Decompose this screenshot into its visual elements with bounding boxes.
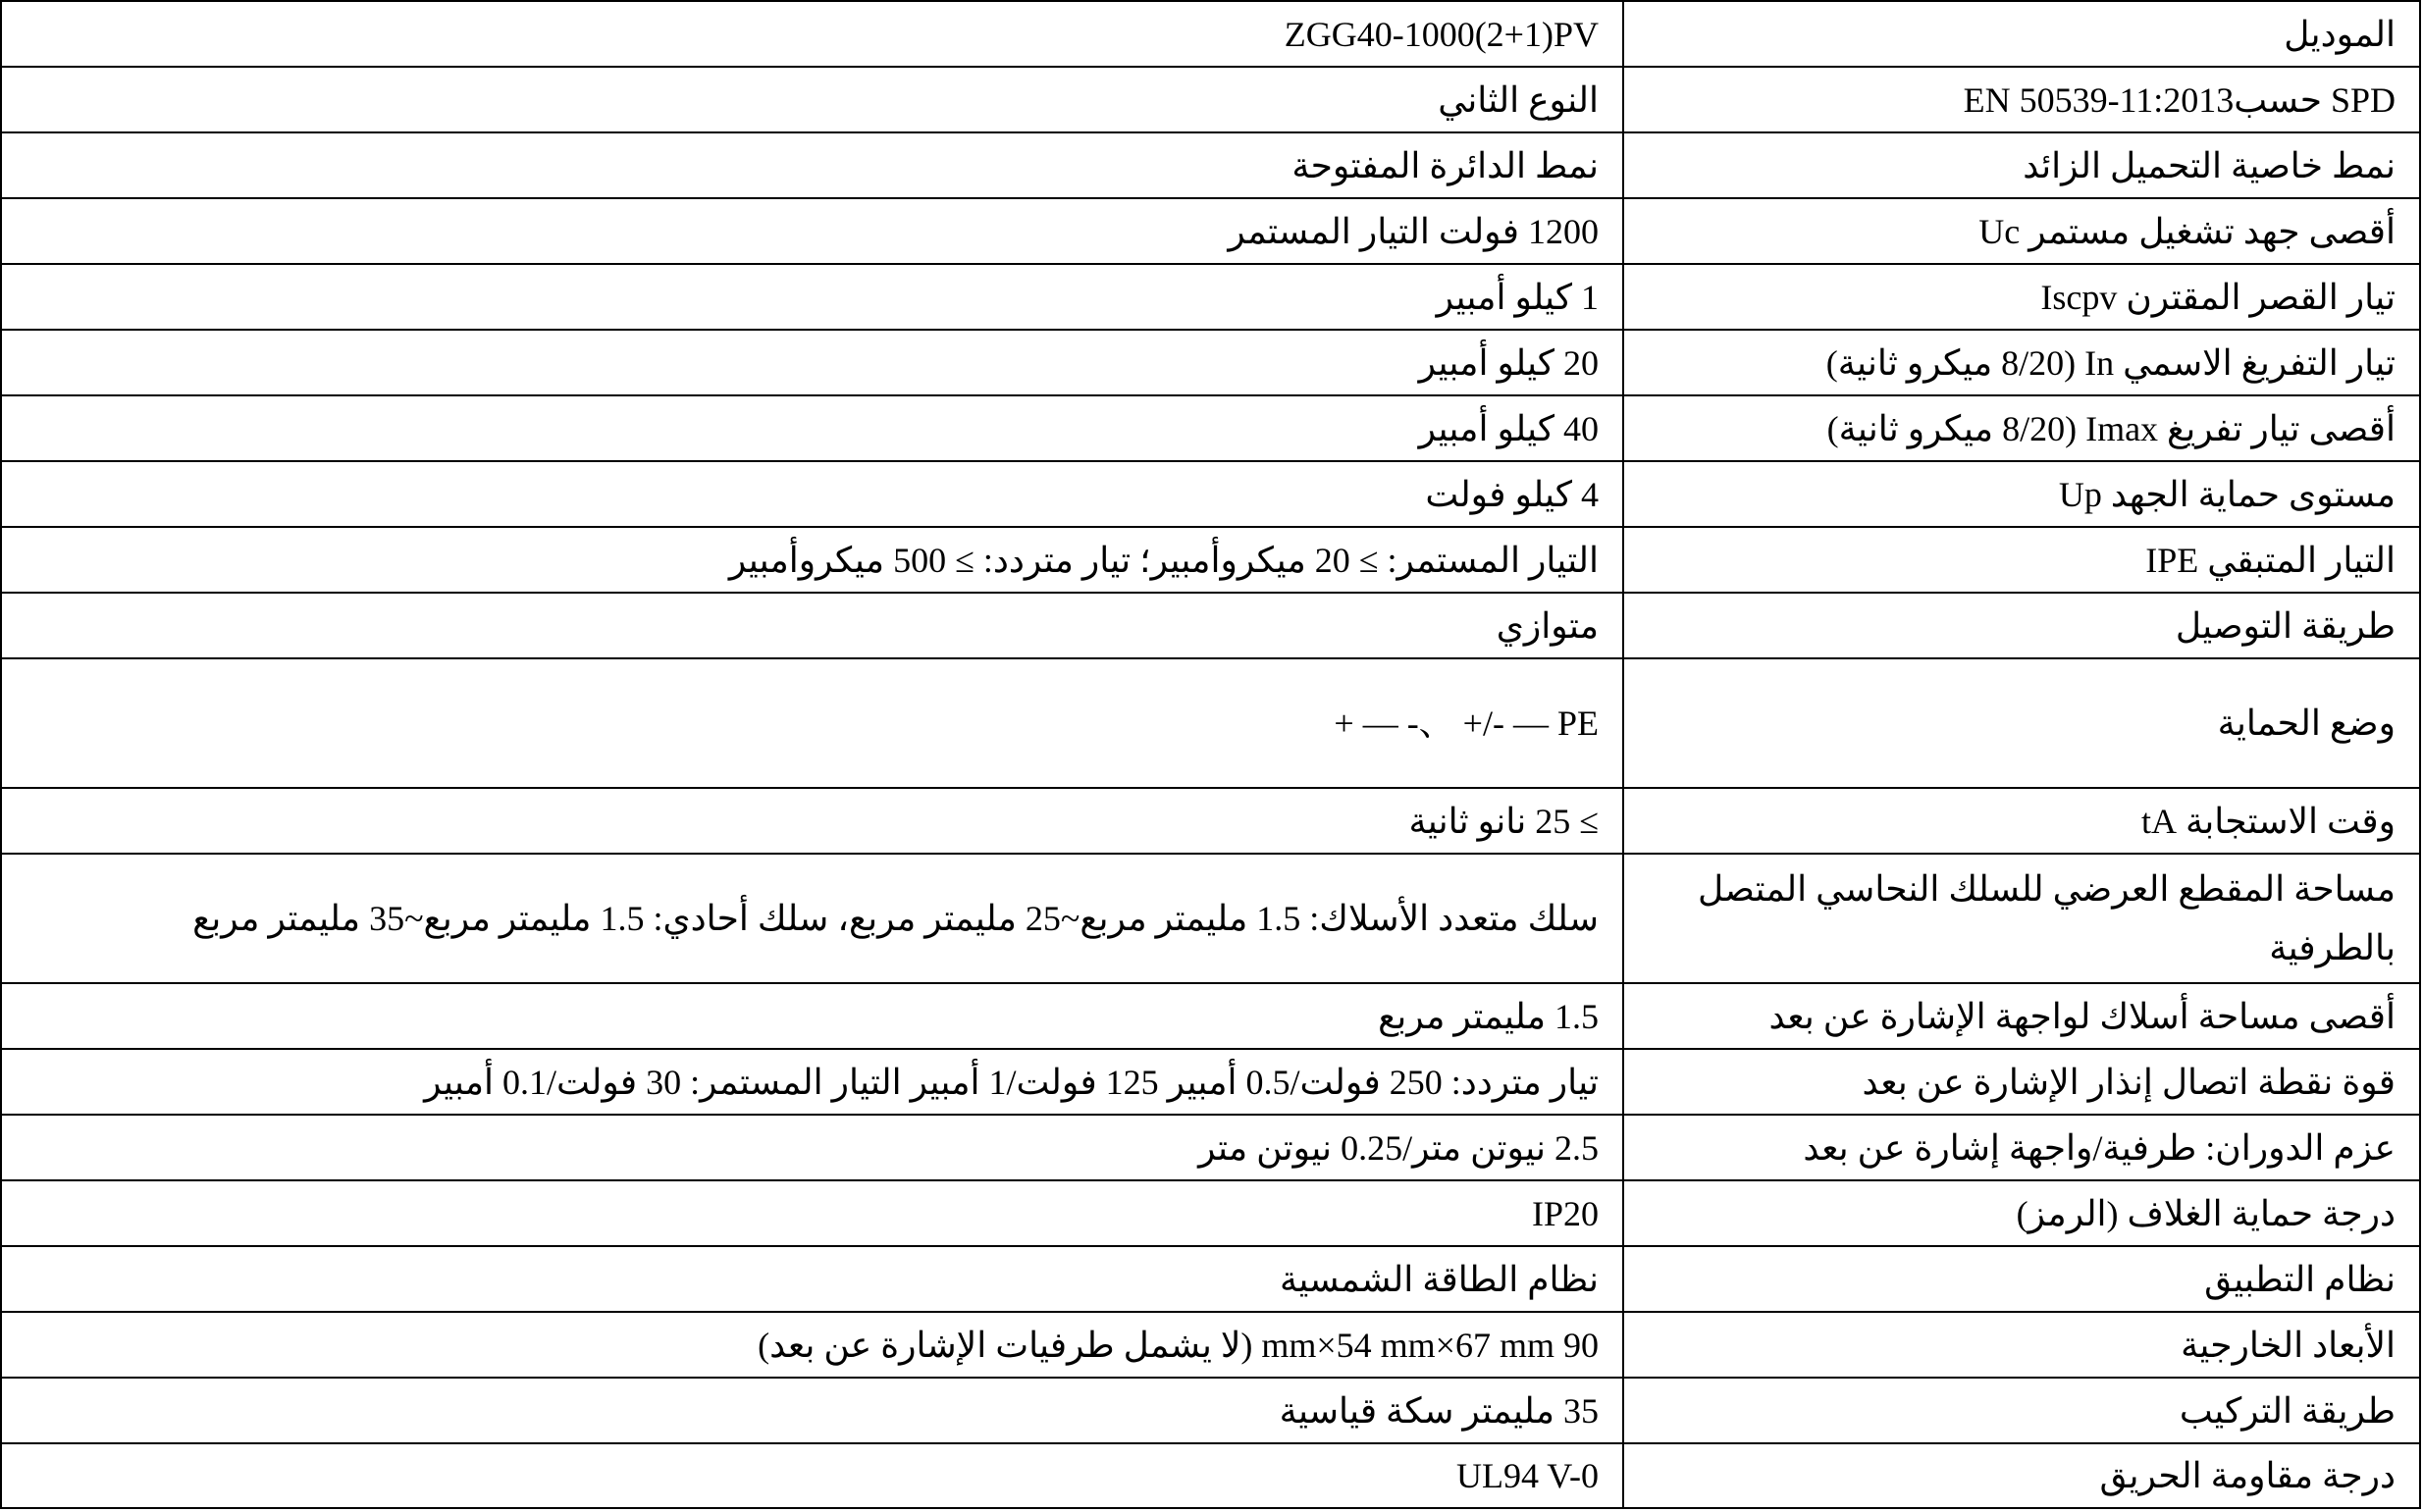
spec-value: ‪+ — -、 +/- — PE‬ — [1, 658, 1623, 788]
table-row — [1, 461, 2420, 527]
spec-value: IP20 — [1, 1180, 1623, 1246]
spec-value: النوع الثاني — [1, 67, 1623, 132]
table-row — [1, 854, 2420, 983]
spec-value: 1200 فولت التيار المستمر — [1, 198, 1623, 264]
spec-label: تيار التفريغ الاسمي In (8/20 ميكرو ثانية) — [1623, 330, 2420, 395]
table-row — [1, 395, 2420, 461]
table-row — [1, 67, 2420, 132]
table-row — [1, 788, 2420, 854]
spec-value: 1 كيلو أمبير — [1, 264, 1623, 330]
spec-label: وقت الاستجابة tA — [1623, 788, 2420, 854]
spec-label: تيار القصر المقترن Iscpv — [1623, 264, 2420, 330]
table-row — [1, 132, 2420, 198]
table-row — [1, 1246, 2420, 1312]
spec-label: درجة حماية الغلاف (الرمز) — [1623, 1180, 2420, 1246]
table-row — [1, 198, 2420, 264]
spec-label: SPD حسب‫EN 50539-11:2013‬ — [1623, 67, 2420, 132]
spec-label: نمط خاصية التحميل الزائد — [1623, 132, 2420, 198]
table-row — [1, 264, 2420, 330]
spec-label: طريقة التركيب — [1623, 1378, 2420, 1443]
spec-label: الأبعاد الخارجية — [1623, 1312, 2420, 1378]
table-row — [1, 1, 2420, 67]
table-row — [1, 527, 2420, 593]
table-row — [1, 983, 2420, 1049]
spec-value: UL94 V-0 — [1, 1443, 1623, 1508]
spec-label: التيار المتبقي IPE — [1623, 527, 2420, 593]
spec-value: متوازي — [1, 593, 1623, 658]
spec-value: 35 مليمتر سكة قياسية — [1, 1378, 1623, 1443]
table-row — [1, 1180, 2420, 1246]
table-row — [1, 593, 2420, 658]
spec-label: أقصى جهد تشغيل مستمر Uc — [1623, 198, 2420, 264]
spec-label: قوة نقطة اتصال إنذار الإشارة عن بعد — [1623, 1049, 2420, 1115]
spec-value: نمط الدائرة المفتوحة — [1, 132, 1623, 198]
spec-value: ‫90 mm×54 mm×67 mm‬ (لا يشمل طرفيات الإشارة عن بعد) — [1, 1312, 1623, 1378]
table-row — [1, 330, 2420, 395]
spec-value: التيار المستمر: ≥ 20 ميكروأمبير؛ تيار متردد: ≥ 500 ميكروأمبير — [1, 527, 1623, 593]
spec-value: 1.5 مليمتر مربع — [1, 983, 1623, 1049]
spec-value: ZGG40-1000(2+1)PV — [1, 1, 1623, 67]
spec-value: 40 كيلو أمبير — [1, 395, 1623, 461]
spec-label: عزم الدوران: طرفية/واجهة إشارة عن بعد — [1623, 1115, 2420, 1180]
spec-value: 2.5 نيوتن متر/0.25 نيوتن متر — [1, 1115, 1623, 1180]
spec-label: أقصى مساحة أسلاك لواجهة الإشارة عن بعد — [1623, 983, 2420, 1049]
spec-label: مساحة المقطع العرضي للسلك النحاسي المتصل بالطرفية — [1623, 854, 2420, 983]
spec-value: نظام الطاقة الشمسية — [1, 1246, 1623, 1312]
spec-value: تيار متردد: 250 فولت/0.5 أمبير 125 فولت/1 أمبير التيار المستمر: 30 فولت/0.1 أمبير — [1, 1049, 1623, 1115]
spec-label: طريقة التوصيل — [1623, 593, 2420, 658]
spec-value: 20 كيلو أمبير — [1, 330, 1623, 395]
spec-label: وضع الحماية — [1623, 658, 2420, 788]
table-row — [1, 1443, 2420, 1508]
table-row — [1, 1115, 2420, 1180]
spec-value: 4 كيلو فولت — [1, 461, 1623, 527]
spec-label: نظام التطبيق — [1623, 1246, 2420, 1312]
table-row — [1, 658, 2420, 788]
table-row — [1, 1378, 2420, 1443]
table-row — [1, 1049, 2420, 1115]
spec-label: الموديل — [1623, 1, 2420, 67]
spec-label: أقصى تيار تفريغ Imax (8/20 ميكرو ثانية) — [1623, 395, 2420, 461]
spec-label: مستوى حماية الجهد Up — [1623, 461, 2420, 527]
table-row — [1, 1312, 2420, 1378]
spec-value: ≥ 25 نانو ثانية — [1, 788, 1623, 854]
spec-label: درجة مقاومة الحريق — [1623, 1443, 2420, 1508]
spec-value: سلك متعدد الأسلاك: 1.5 مليمتر مربع~25 مليمتر مربع، سلك أحادي: 1.5 مليمتر مربع~35 مليمتر مربع — [1, 854, 1623, 983]
